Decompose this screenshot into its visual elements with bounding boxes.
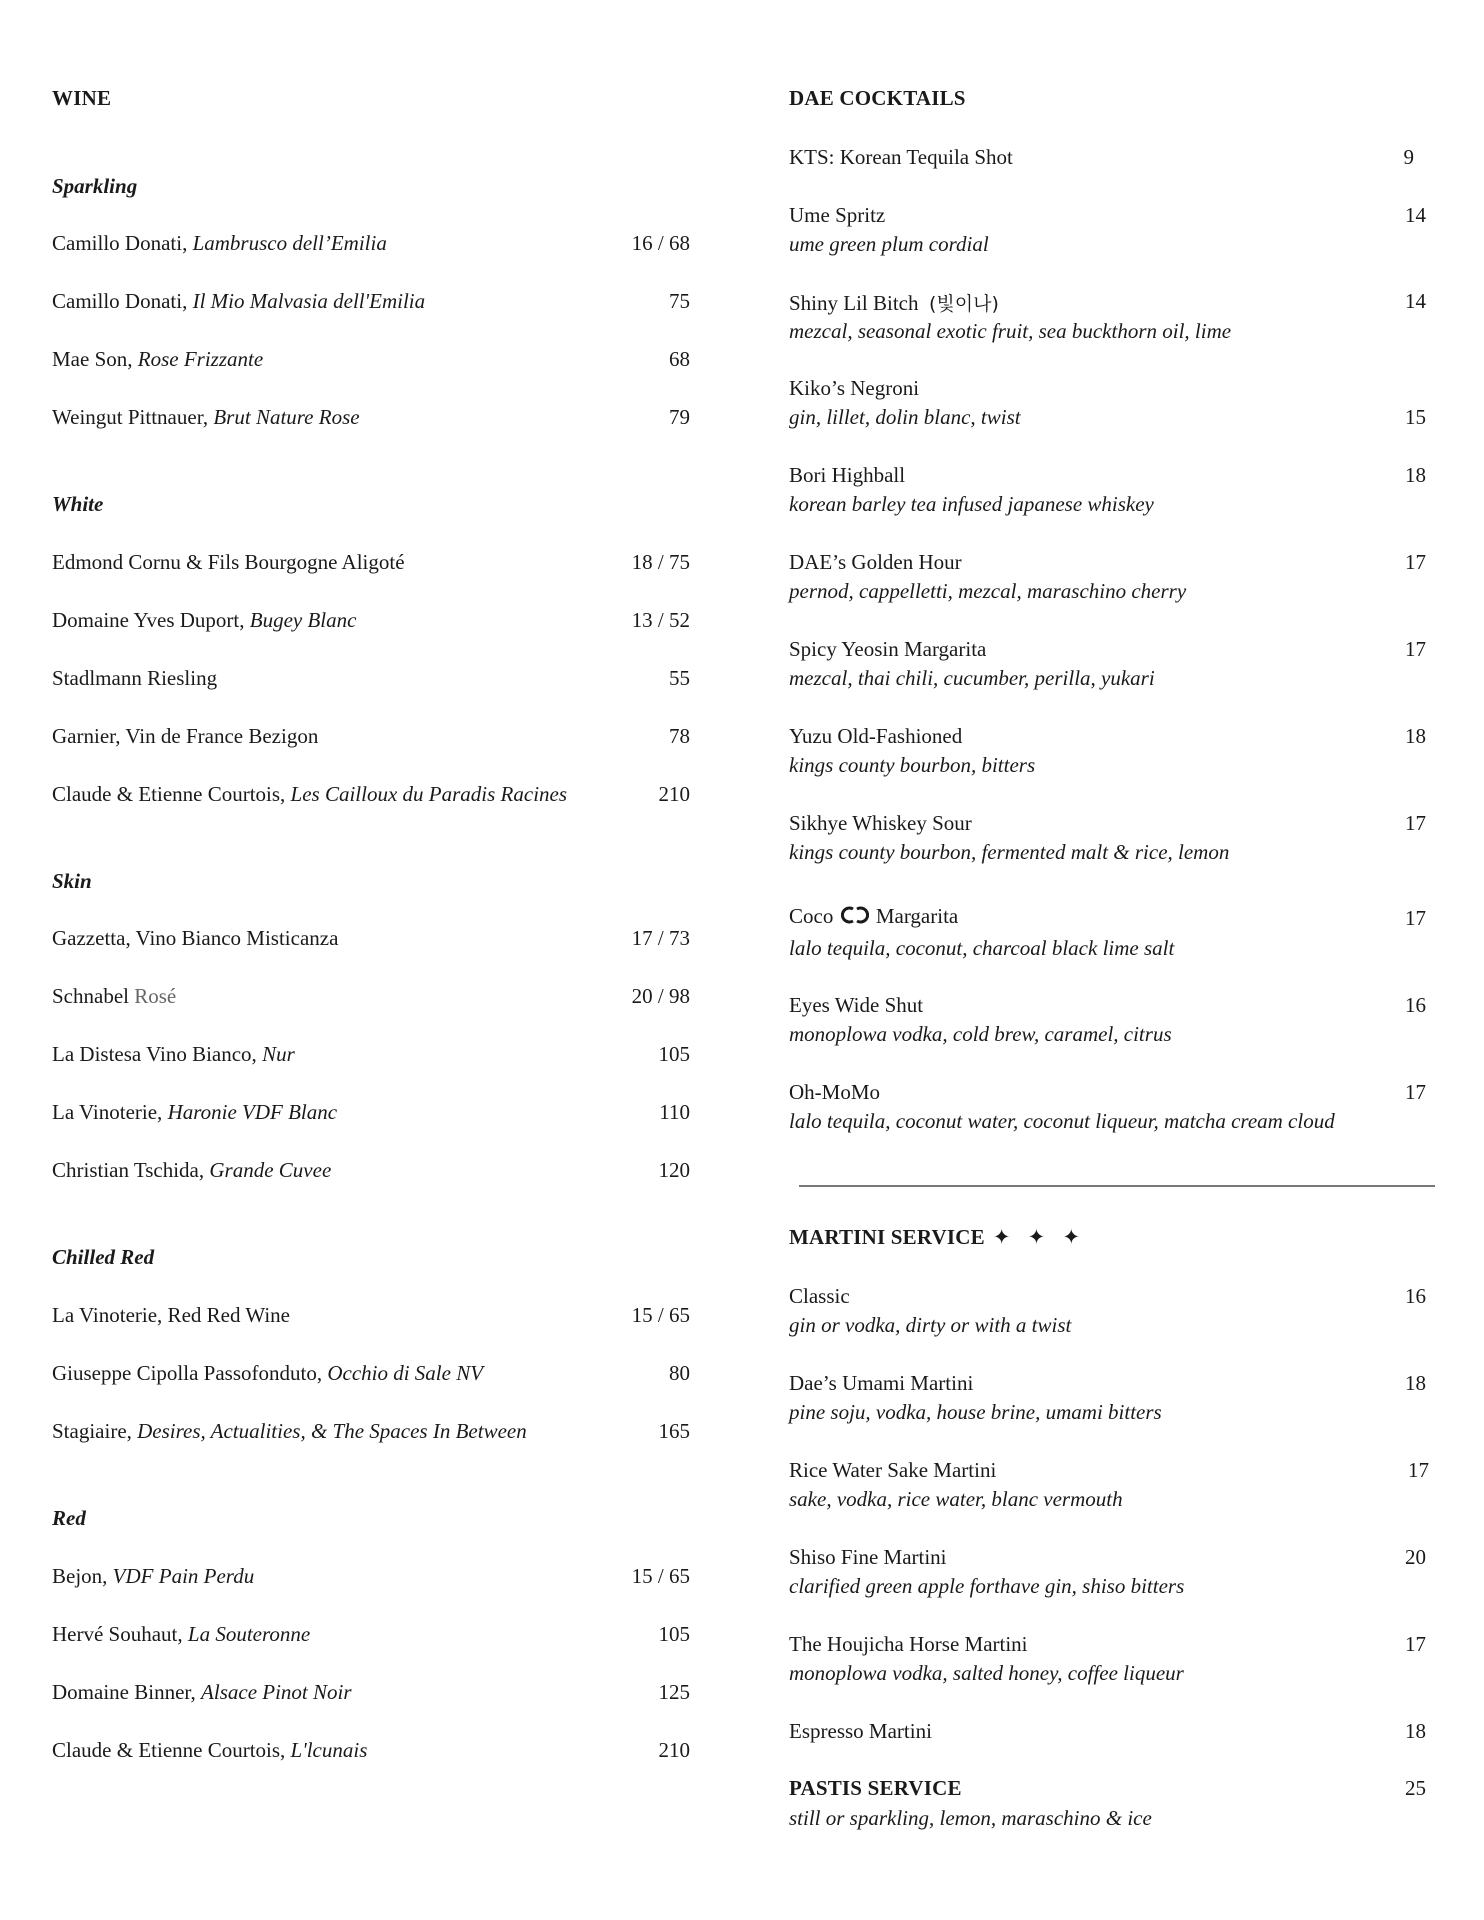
cocktail-price: 14 — [1405, 203, 1426, 227]
martini-name: Dae’s Umami Martini — [789, 1371, 974, 1395]
wine-price: 120 — [658, 1158, 690, 1182]
cocktail-desc: kings county bourbon, bitters — [789, 753, 1036, 777]
wine-price: 75 — [669, 289, 690, 313]
cocktail-desc: mezcal, seasonal exotic fruit, sea buckthorn oil, lime — [789, 319, 1232, 343]
martini-desc: pine soju, vodka, house brine, umami bitters — [789, 1400, 1162, 1424]
wine-item: Bejon, VDF Pain Perdu — [52, 1564, 255, 1588]
cocktail-desc: lalo tequila, coconut water, coconut liqueur, matcha cream cloud — [789, 1109, 1335, 1133]
section-divider — [799, 1185, 1435, 1187]
wine-item: Giuseppe Cipolla Passofonduto, Occhio di Sale NV — [52, 1361, 484, 1385]
wine-item: Weingut Pittnauer, Brut Nature Rose — [52, 405, 360, 429]
cocktail-price: 17 — [1405, 1080, 1426, 1104]
cocktail-desc: lalo tequila, coconut, charcoal black lime salt — [789, 936, 1175, 960]
cocktail-name: Shiny Lil Bitch (빛이나) — [789, 291, 999, 315]
wine-item: Schnabel Rosé — [52, 984, 177, 1008]
cocktail-price: 9 — [1403, 145, 1414, 169]
cocktail-name: Ume Spritz — [789, 203, 886, 227]
martini-price: 18 — [1405, 1371, 1426, 1395]
cocktail-price: 17 — [1405, 637, 1426, 661]
section-red: Red — [52, 1506, 86, 1530]
martini-price: 17 — [1408, 1458, 1429, 1482]
cocktail-name: Bori Highball — [789, 463, 906, 487]
cocktail-name: Kiko’s Negroni — [789, 376, 920, 400]
martini-name: The Houjicha Horse Martini — [789, 1632, 1028, 1656]
wine-price: 55 — [669, 666, 690, 690]
cocktail-desc: monoplowa vodka, cold brew, caramel, citrus — [789, 1022, 1172, 1046]
wine-item: Claude & Etienne Courtois, Les Cailloux du Paradis Racines — [52, 782, 568, 806]
wine-item: Christian Tschida, Grande Cuvee — [52, 1158, 332, 1182]
cocktail-price: 18 — [1405, 463, 1426, 487]
martini-desc: monoplowa vodka, salted honey, coffee liqueur — [789, 1661, 1184, 1685]
wine-item: Domaine Yves Duport, Bugey Blanc — [52, 608, 357, 632]
korean-text: (빛이나) — [929, 293, 999, 315]
wine-price: 105 — [658, 1622, 690, 1646]
pastis-heading: PASTIS SERVICE — [789, 1776, 962, 1800]
wine-price: 18 / 75 — [631, 550, 690, 574]
cocktail-name: Eyes Wide Shut — [789, 993, 924, 1017]
cocktail-name: Oh-MoMo — [789, 1080, 881, 1104]
wine-price: 17 / 73 — [631, 926, 690, 950]
martini-desc: gin or vodka, dirty or with a twist — [789, 1313, 1072, 1337]
section-chilled-red: Chilled Red — [52, 1245, 155, 1269]
interlocking-c-logo-icon — [841, 905, 869, 931]
wine-price: 16 / 68 — [631, 231, 690, 255]
wine-item: La Vinoterie, Red Red Wine — [52, 1303, 290, 1327]
cocktails-heading: DAE COCKTAILS — [789, 86, 966, 110]
wine-item: Gazzetta, Vino Bianco Misticanza — [52, 926, 339, 950]
martini-name: Rice Water Sake Martini — [789, 1458, 997, 1482]
martini-price: 20 — [1405, 1545, 1426, 1569]
cocktail-price: 17 — [1405, 550, 1426, 574]
wine-item: Stagiaire, Desires, Actualities, & The Spaces In Between — [52, 1419, 527, 1443]
cocktail-name: Coco Margarita — [789, 904, 958, 931]
wine-price: 15 / 65 — [631, 1303, 690, 1327]
wine-item: Stadlmann Riesling — [52, 666, 218, 690]
cocktail-price: 16 — [1405, 993, 1426, 1017]
martini-heading: MARTINI SERVICE ✦ ✦ ✦ — [789, 1225, 1087, 1249]
cocktail-price: 18 — [1405, 724, 1426, 748]
wine-heading: WINE — [52, 86, 112, 110]
wine-price: 125 — [658, 1680, 690, 1704]
cocktail-price: 15 — [1405, 405, 1426, 429]
wine-price: 79 — [669, 405, 690, 429]
section-skin: Skin — [52, 869, 92, 893]
wine-price: 13 / 52 — [631, 608, 690, 632]
cocktail-name: KTS: Korean Tequila Shot — [789, 145, 1013, 169]
cocktail-price: 17 — [1405, 811, 1426, 835]
wine-price: 110 — [659, 1100, 690, 1124]
cocktail-name: Spicy Yeosin Margarita — [789, 637, 987, 661]
cocktail-name: DAE’s Golden Hour — [789, 550, 962, 574]
martini-price: 17 — [1405, 1632, 1426, 1656]
wine-price: 80 — [669, 1361, 690, 1385]
martini-name: Espresso Martini — [789, 1719, 932, 1743]
cocktail-desc: pernod, cappelletti, mezcal, maraschino cherry — [789, 579, 1187, 603]
cocktail-desc: kings county bourbon, fermented malt & rice, lemon — [789, 840, 1230, 864]
wine-item: Mae Son, Rose Frizzante — [52, 347, 264, 371]
cocktail-name: Sikhye Whiskey Sour — [789, 811, 972, 835]
martini-name: Classic — [789, 1284, 850, 1308]
wine-price: 68 — [669, 347, 690, 371]
wine-item: Claude & Etienne Courtois, L'lcunais — [52, 1738, 368, 1762]
wine-item: Domaine Binner, Alsace Pinot Noir — [52, 1680, 352, 1704]
wine-item: Camillo Donati, Il Mio Malvasia dell'Emilia — [52, 289, 426, 313]
wine-price: 105 — [658, 1042, 690, 1066]
star-icons: ✦ ✦ ✦ — [992, 1225, 1087, 1249]
cocktail-name: Yuzu Old-Fashioned — [789, 724, 963, 748]
wine-price: 165 — [658, 1419, 690, 1443]
wine-item: La Distesa Vino Bianco, Nur — [52, 1042, 295, 1066]
martini-name: Shiso Fine Martini — [789, 1545, 947, 1569]
section-sparkling: Sparkling — [52, 174, 138, 198]
pastis-desc: still or sparkling, lemon, maraschino & ice — [789, 1806, 1152, 1830]
wine-item: Hervé Souhaut, La Souteronne — [52, 1622, 311, 1646]
martini-price: 18 — [1405, 1719, 1426, 1743]
section-white: White — [52, 492, 104, 516]
wine-item: Garnier, Vin de France Bezigon — [52, 724, 319, 748]
cocktail-desc: gin, lillet, dolin blanc, twist — [789, 405, 1021, 429]
wine-item: Camillo Donati, Lambrusco dell’Emilia — [52, 231, 387, 255]
cocktail-desc: ume green plum cordial — [789, 232, 989, 256]
cocktail-desc: korean barley tea infused japanese whiskey — [789, 492, 1154, 516]
martini-desc: clarified green apple forthave gin, shiso bitters — [789, 1574, 1185, 1598]
wine-price: 78 — [669, 724, 690, 748]
cocktail-desc: mezcal, thai chili, cucumber, perilla, yukari — [789, 666, 1155, 690]
wine-price: 20 / 98 — [631, 984, 690, 1008]
cocktail-price: 14 — [1405, 289, 1426, 313]
wine-price: 15 / 65 — [631, 1564, 690, 1588]
pastis-price: 25 — [1405, 1776, 1426, 1800]
wine-item: La Vinoterie, Haronie VDF Blanc — [52, 1100, 338, 1124]
wine-item: Edmond Cornu & Fils Bourgogne Aligoté — [52, 550, 405, 574]
martini-price: 16 — [1405, 1284, 1426, 1308]
martini-desc: sake, vodka, rice water, blanc vermouth — [789, 1487, 1123, 1511]
cocktail-price: 17 — [1405, 906, 1426, 930]
wine-price: 210 — [658, 1738, 690, 1762]
wine-price: 210 — [658, 782, 690, 806]
